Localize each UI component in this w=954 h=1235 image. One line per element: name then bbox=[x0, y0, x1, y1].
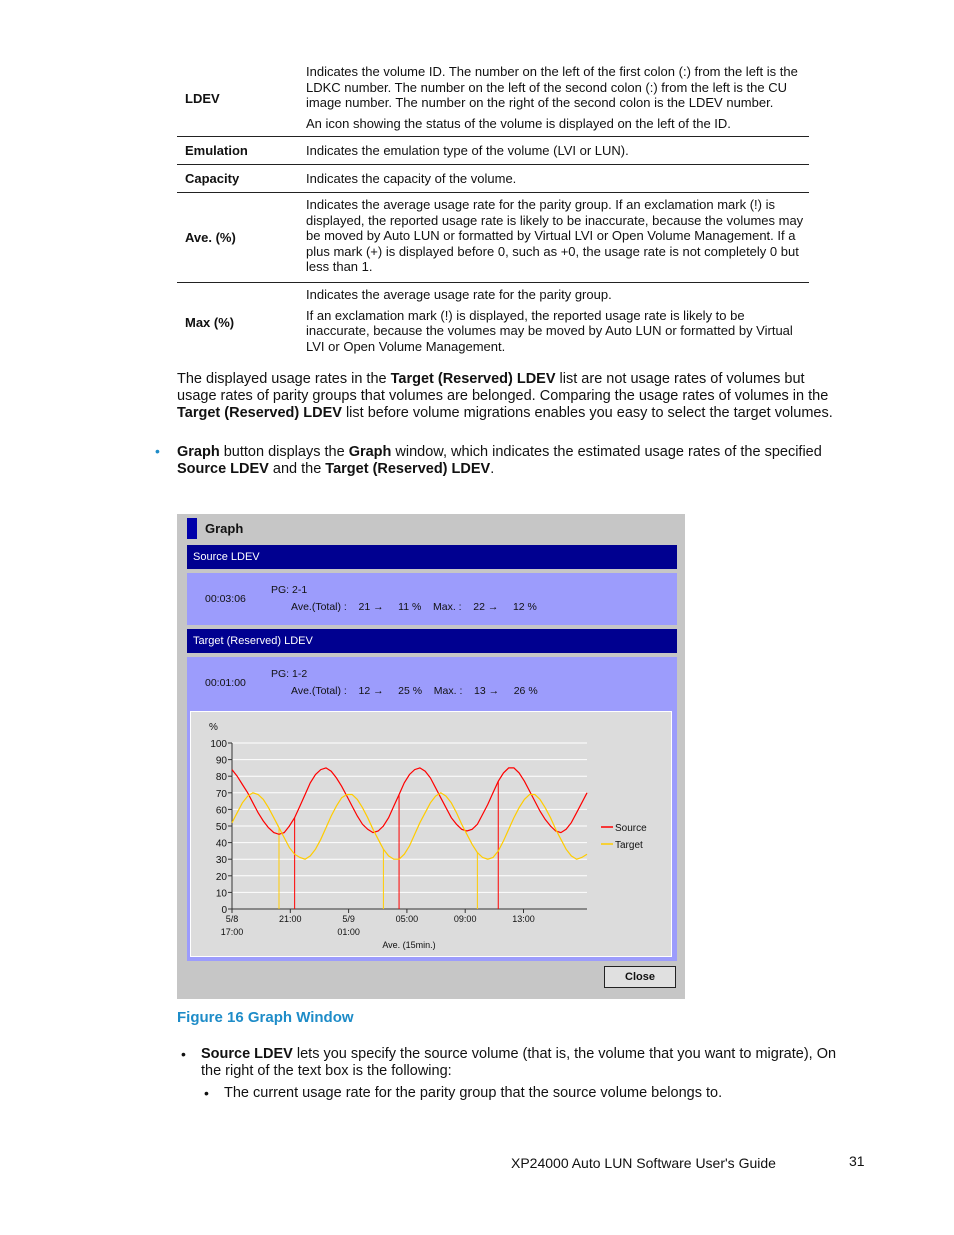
text: . bbox=[490, 461, 495, 478]
term-ave: Ave. (%) bbox=[185, 230, 236, 245]
text: The displayed usage rates in the bbox=[177, 371, 391, 387]
page-number: 31 bbox=[849, 1153, 865, 1169]
x-tick-label: 5/8 bbox=[225, 914, 239, 924]
x-tick-label: 13:00 bbox=[512, 914, 535, 924]
description-text: Indicates the emulation type of the volume (LVI or LUN). bbox=[306, 142, 629, 158]
table-row bbox=[177, 137, 809, 165]
description-text: Indicates the average usage rate for the parity group. bbox=[306, 287, 612, 302]
y-axis-label: % bbox=[209, 722, 218, 733]
usage-rate-paragraph bbox=[177, 371, 833, 423]
text: lets you specify the source volume (that is, the volume that you want to migrate), On the right of the text box is the following: bbox=[201, 1046, 837, 1080]
target-time: 00:01:00 bbox=[205, 677, 246, 689]
description-text: Indicates the capacity of the volume. bbox=[306, 170, 517, 186]
term-max: Max (%) bbox=[185, 314, 235, 330]
x-tick-label: 5/9 bbox=[342, 914, 355, 924]
x-tick-label: 21:00 bbox=[279, 914, 302, 924]
y-tick-label: 90 bbox=[215, 755, 227, 767]
close-button[interactable]: Close bbox=[604, 966, 676, 988]
title-marker-icon bbox=[187, 518, 197, 539]
bold-text: Target (Reserved) LDEV bbox=[177, 405, 342, 422]
source-ldev-bullet bbox=[201, 1046, 841, 1080]
target-ldev-header: Target (Reserved) LDEV bbox=[187, 629, 677, 653]
bullet-glyph: • bbox=[204, 1085, 209, 1101]
text: list before volume migrations enables you easy to select the target volumes. bbox=[341, 405, 833, 422]
text: button displays the bbox=[219, 444, 349, 460]
target-stats: Ave.(Total) : 12 → 25 % Max. : 13 → 26 % bbox=[291, 685, 538, 697]
description bbox=[306, 137, 809, 164]
bold-text: Source LDEV bbox=[201, 1046, 293, 1062]
figure-caption: Figure 16 Graph Window bbox=[177, 1009, 354, 1026]
table-row bbox=[177, 165, 809, 193]
term-emulation: Emulation bbox=[185, 143, 248, 158]
target-parity-group: PG: 1-2 bbox=[271, 668, 308, 680]
bold-text: Target (Reserved) LDEV bbox=[325, 461, 491, 478]
description bbox=[306, 283, 809, 361]
source-time: 00:03:06 bbox=[205, 593, 246, 605]
table-row bbox=[177, 193, 809, 283]
description bbox=[306, 165, 809, 192]
definition-table bbox=[177, 60, 809, 361]
description-text: Indicates the volume ID. The number on the left of the first colon (:) from the left is the LDKC number. The number on the left of the second colon (:) from the left is the CU image number. The number on the right of the second colon is the LDEV number. bbox=[306, 64, 798, 110]
bold-text: Target (Reserved) LDEV bbox=[390, 371, 556, 387]
description bbox=[306, 60, 809, 136]
bold-text: Source LDEV bbox=[177, 461, 269, 478]
legend-label: Source bbox=[615, 823, 647, 834]
usage-rate-chart bbox=[191, 712, 671, 956]
x-axis-label: Ave. (15min.) bbox=[382, 940, 436, 950]
text: and the bbox=[268, 461, 326, 478]
legend-label: Target bbox=[615, 840, 643, 851]
source-ldev-panel bbox=[187, 573, 677, 625]
chart-area bbox=[190, 711, 672, 957]
footer-title: XP24000 Auto LUN Software User's Guide bbox=[511, 1155, 776, 1171]
y-tick-label: 50 bbox=[215, 822, 227, 833]
y-tick-label: 0 bbox=[221, 905, 227, 916]
bold-text: Graph bbox=[177, 444, 220, 460]
series-line-source bbox=[232, 768, 587, 834]
x-tick-label: 17:00 bbox=[220, 927, 244, 937]
y-tick-label: 20 bbox=[215, 871, 227, 883]
source-stats: Ave.(Total) : 21 → 11 % Max. : 22 → 12 % bbox=[291, 601, 537, 613]
text: window, which indicates the estimated usage rates of the specified bbox=[391, 444, 822, 460]
text: list are not usage rates of volumes but usage rates of parity groups that volumes are belonged. Comparing the usage rates of volumes in the bbox=[177, 371, 829, 405]
y-tick-label: 80 bbox=[215, 772, 227, 784]
description-text: An icon showing the status of the volume is displayed on the left of the ID. bbox=[306, 115, 731, 131]
y-tick-label: 30 bbox=[215, 855, 227, 867]
description-text: Indicates the average usage rate for the parity group. If an exclamation mark (!) is displayed, the reported usage rate is likely to be inaccurate, because the volumes may be moved by Auto LUN or formatted by Virtual LVI or Open Volume Management. If a plus mark (+) is displayed before 0, such as +0, the usage rate is not completely 0 but less than 1. bbox=[306, 197, 804, 274]
x-tick-label: 05:00 bbox=[395, 914, 419, 924]
y-tick-label: 60 bbox=[215, 805, 227, 817]
x-tick-label: 01:00 bbox=[337, 927, 360, 937]
graph-button-bullet bbox=[177, 444, 833, 478]
term-capacity: Capacity bbox=[185, 171, 240, 186]
description-text: If an exclamation mark (!) is displayed, the reported usage rate is likely to be inaccurate, because the volumes may be moved by Auto LUN or formatted by Virtual LVI or Open Volume Management. bbox=[306, 307, 793, 354]
y-tick-label: 70 bbox=[215, 788, 227, 800]
description bbox=[306, 193, 809, 282]
sub-bullet: The current usage rate for the parity group that the source volume belongs to. bbox=[224, 1085, 723, 1101]
bullet-glyph: • bbox=[155, 443, 160, 459]
bullet-glyph: • bbox=[181, 1046, 186, 1062]
table-row bbox=[177, 283, 809, 361]
window-title bbox=[187, 518, 243, 539]
table-row bbox=[177, 60, 809, 137]
y-tick-label: 10 bbox=[215, 888, 227, 900]
graph-window bbox=[177, 514, 685, 999]
x-tick-label: 09:00 bbox=[453, 914, 477, 924]
y-tick-label: 100 bbox=[210, 739, 227, 750]
window-title-text: Graph bbox=[205, 521, 244, 536]
chart-frame bbox=[187, 709, 677, 961]
source-ldev-header: Source LDEV bbox=[187, 545, 677, 569]
y-tick-label: 40 bbox=[215, 838, 227, 850]
bold-text: Graph bbox=[348, 444, 392, 460]
source-parity-group: PG: 2-1 bbox=[271, 584, 308, 596]
target-ldev-panel bbox=[187, 657, 677, 709]
term-ldev: LDEV bbox=[185, 90, 220, 106]
